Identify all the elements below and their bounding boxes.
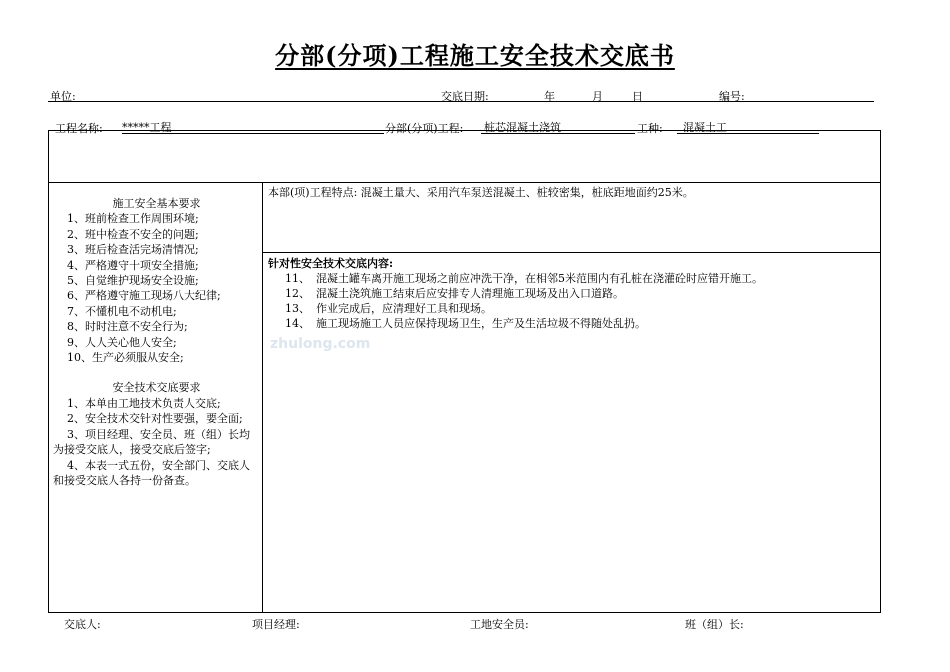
- disclosure-requirements-heading: 安全技术交底要求: [112, 381, 201, 395]
- header-underline: [48, 101, 874, 102]
- date-label: 交底日期:: [441, 90, 489, 103]
- document-title: 分部(分项)工程施工安全技术交底书: [275, 41, 675, 70]
- basic-requirement-item: 3、班后检查活完场清情况;: [67, 243, 199, 257]
- year-label: 年: [544, 90, 555, 103]
- table-bottom-border: [48, 612, 881, 613]
- table-right-border: [880, 130, 881, 612]
- project-name-label: 工程名称:: [55, 122, 103, 135]
- basic-requirement-item: 6、严格遵守施工现场八大纪律;: [67, 289, 221, 303]
- disclosure-requirement-item: 3、项目经理、安全员、班（组）长均为接受交底人，接受交底后签字;: [53, 427, 250, 457]
- basic-requirement-item: 7、不懂机电不动机电;: [67, 304, 177, 318]
- unit-label: 单位:: [50, 90, 76, 103]
- number-label: 编号:: [719, 90, 745, 103]
- disclosure-requirement-item: 1、本单由工地技术负责人交底;: [67, 396, 221, 410]
- month-label: 月: [592, 90, 603, 103]
- basic-requirements-heading: 施工安全基本要求: [112, 197, 201, 210]
- sub-project-value: 桩芯混凝土浇筑: [481, 119, 635, 134]
- basic-requirement-item: 8、时时注意不安全行为;: [67, 320, 188, 334]
- basic-requirement-item: 10、生产必须服从安全;: [67, 351, 184, 365]
- disclosure-requirement-item: 2、安全技术交针对性要强，要全面;: [67, 412, 243, 426]
- targeted-disclosure-section: [268, 256, 876, 331]
- watermark-text: zhulong.com: [270, 336, 371, 352]
- targeted-item: 11、 混凝土罐车离开施工现场之前应冲洗干净，在相邻5米范围内有孔桩在浇灌砼时应错开施工。: [285, 272, 763, 285]
- basic-requirement-item: 2、班中检查不安全的问题;: [67, 227, 199, 241]
- project-manager-label: 项目经理:: [252, 618, 300, 631]
- project-row-border: [48, 182, 881, 183]
- safety-officer-label: 工地安全员:: [470, 618, 529, 631]
- trade-value: 混凝土工: [677, 119, 819, 134]
- targeted-disclosure-heading: 针对性安全技术交底内容:: [268, 257, 394, 270]
- column-divider: [262, 182, 263, 612]
- basic-requirement-item: 5、自觉维护现场安全设施;: [67, 274, 199, 288]
- left-requirements-column: [53, 196, 260, 488]
- disclosure-requirement-item: 4、本表一式五份，安全部门、交底人和接受交底人各持一份备查。: [53, 458, 250, 487]
- team-leader-label: 班（组）长:: [685, 618, 744, 631]
- trade-label: 工种:: [637, 122, 663, 135]
- basic-requirement-item: 4、严格遵守十项安全措施;: [67, 258, 199, 272]
- basic-requirement-item: 9、人人关心他人安全;: [67, 335, 177, 349]
- table-left-border: [48, 130, 49, 612]
- targeted-item: 13、 作业完成后，应清理好工具和现场。: [285, 302, 492, 315]
- project-name-value: *****工程: [122, 119, 384, 134]
- sub-project-label: 分部(分项)工程:: [385, 122, 464, 135]
- features-row-border: [262, 252, 881, 253]
- discloser-label: 交底人:: [64, 618, 101, 631]
- day-label: 日: [632, 90, 643, 103]
- targeted-item: 14、 施工现场施工人员应保持现场卫生，生产及生活垃圾不得随处乱扔。: [285, 317, 646, 330]
- project-features: 本部(项)工程特点: 混凝土量大、采用汽车泵送混凝土、桩较密集，桩底距地面约25米。: [268, 186, 694, 199]
- targeted-item: 12、 混凝土浇筑施工结束后应安排专人清理施工现场及出入口道路。: [285, 287, 624, 300]
- basic-requirement-item: 1、班前检查工作周围环境;: [67, 212, 199, 226]
